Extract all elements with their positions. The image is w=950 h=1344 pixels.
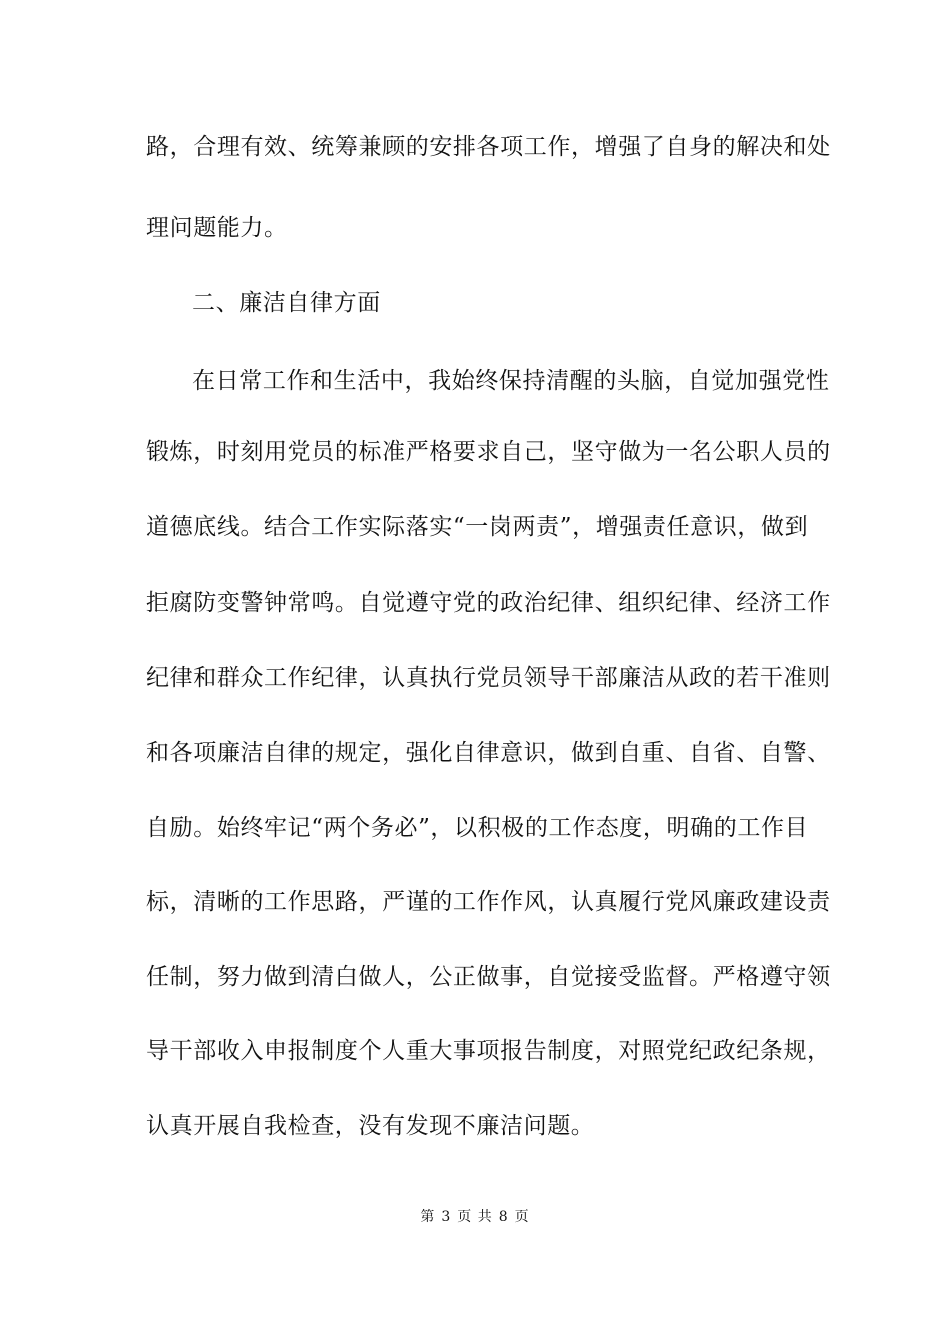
paragraph-line: 任 制 ， 努 力 做 到 清 白 做 人 ， 公 正 做 事 ， 自 觉 接 受 监 督 。 严 格 遵 守 领	[146, 964, 831, 990]
paragraph-line: 标 ， 清 晰 的 工 作 思 路 ， 严 谨 的 工 作 作 风 ， 认 真 履 行 党 风 廉 政 建 设 责	[146, 889, 831, 915]
paragraph-line: 和 各 项 廉 洁 自 律 的 规 定 ， 强 化 自 律 意 识 ， 做 到 自 重 、 自 省 、 自 警 、	[146, 740, 831, 766]
paragraph-line: 路 ， 合 理 有 效 、 统 筹 兼 顾 的 安 排 各 项 工 作 ， 增 强 了 自 身 的 解 决 和 处	[146, 134, 831, 160]
section-heading: 二、廉洁自律方面	[192, 290, 381, 316]
paragraph-line: 自 励 。 始 终 牢 记 “ 两 个 务 必 ” ， 以 积 极 的 工 作 态 度 ， 明 确 的 工 作 目	[146, 815, 809, 841]
footer-current-page: 3	[441, 1209, 452, 1225]
footer-prefix: 第	[420, 1209, 436, 1225]
footer-suffix: 页	[514, 1209, 530, 1225]
paragraph-line: 道 德 底 线 。 结 合 工 作 实 际 落 实 “ 一 岗 两 责 ” ， 增 强 责 任 意 识 ， 做 到	[146, 514, 809, 540]
footer-total-pages: 8	[498, 1209, 509, 1225]
paragraph-line: 锻 炼 ， 时 刻 用 党 员 的 标 准 严 格 要 求 自 己 ， 坚 守 做 为 一 名 公 职 人 员 的	[146, 439, 831, 465]
footer-middle: 页 共	[457, 1209, 493, 1225]
paragraph-line: 导 干 部 收 入 申 报 制 度 个 人 重 大 事 项 报 告 制 度 ， 对 照 党 纪 政 纪 条 规 ，	[146, 1038, 831, 1064]
paragraph-line: 理问题能力。	[146, 215, 288, 241]
paragraph-line: 在 日 常 工 作 和 生 活 中 ， 我 始 终 保 持 清 醒 的 头 脑 ， 自 觉 加 强 党 性	[192, 368, 830, 394]
paragraph-line: 认真开展自我检查，没有发现不廉洁问题。	[146, 1113, 595, 1139]
page-footer	[0, 1208, 950, 1226]
paragraph-line: 纪 律 和 群 众 工 作 纪 律 ， 认 真 执 行 党 员 领 导 干 部 廉 洁 从 政 的 若 干 准 则	[146, 665, 831, 691]
paragraph-line: 拒 腐 防 变 警 钟 常 鸣 。 自 觉 遵 守 党 的 政 治 纪 律 、 组 织 纪 律 、 经 济 工 作	[146, 590, 831, 616]
